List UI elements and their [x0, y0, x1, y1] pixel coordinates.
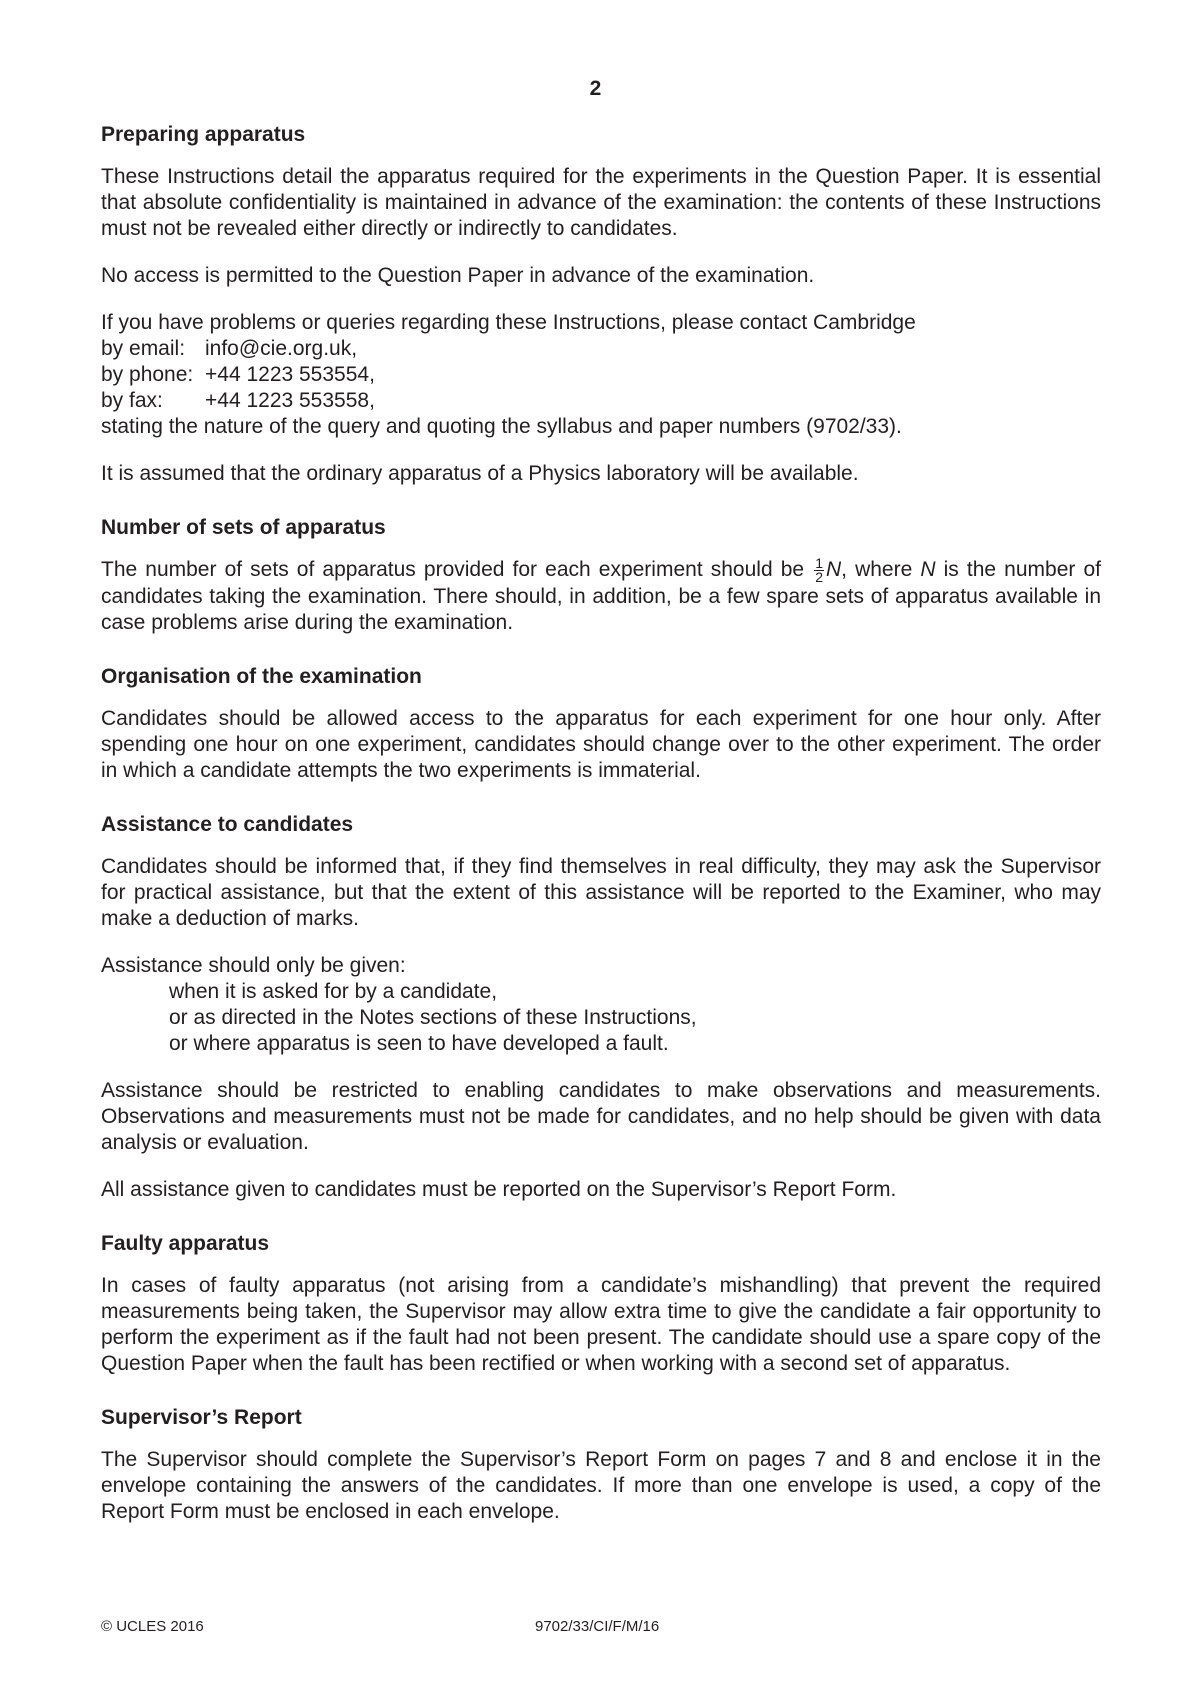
text-segment: is the number of candidates taking the examination. There should, in addition, be a few spare sets of apparatus available in case problems arise during the examination.: [101, 558, 1101, 634]
variable-n: N: [920, 558, 936, 582]
section-number-of-sets: [101, 515, 1101, 636]
paragraph: Assistance should be restricted to enabling candidates to make observations and measurements. Observations and measurements must not be made for candidates, and no help should be given with data analysis or evaluation.: [101, 1079, 1101, 1154]
contact-fax-line: [101, 388, 1101, 414]
section-assistance: [101, 812, 1101, 1203]
section-heading: Number of sets of apparatus: [101, 516, 386, 539]
document-code: 9702/33/CI/F/M/16: [535, 1618, 660, 1635]
section-organisation: [101, 664, 1101, 784]
phone-value: +44 1223 553554,: [205, 363, 375, 386]
paragraph: All assistance given to candidates must be reported on the Supervisor’s Report Form.: [101, 1178, 897, 1201]
fraction-one-half: [814, 557, 824, 584]
section-heading: Preparing apparatus: [101, 123, 306, 146]
paragraph: In cases of faulty apparatus (not arising from a candidate’s mishandling) that prevent the required measurements being taken, the Supervisor may allow extra time to give the candidate a fair opportunity to perform the experiment as if the fault had not been present. The candidate should use a spare copy of the Question Paper when the fault has been rectified or when working with a second set of apparatus.: [101, 1274, 1101, 1375]
variable-n: N: [825, 558, 842, 582]
paragraph: [101, 557, 1101, 636]
assistance-conditions-list: [101, 979, 1101, 1057]
section-supervisors-report: [101, 1405, 1101, 1525]
contact-intro: If you have problems or queries regarding these Instructions, please contact Cambridge: [101, 311, 916, 334]
paragraph: It is assumed that the ordinary apparatus of a Physics laboratory will be available.: [101, 462, 859, 485]
text-segment: , where: [841, 558, 921, 582]
paragraph: No access is permitted to the Question Paper in advance of the examination.: [101, 264, 815, 287]
paragraph: Candidates should be allowed access to the apparatus for each experiment for one hour only. After spending one hour on one experiment, candidates should change over to the other experiment. The order in which a candidate attempts the two experiments is immaterial.: [101, 707, 1101, 782]
paragraph: These Instructions detail the apparatus required for the experiments in the Question Paper. It is essential that absolute confidentiality is maintained in advance of the examination: the contents of these Instructions must not be revealed either directly or indirectly to candidates.: [101, 165, 1101, 240]
section-heading: Assistance to candidates: [101, 813, 354, 836]
contact-block: [101, 310, 1101, 440]
email-value: info@cie.org.uk,: [205, 337, 358, 360]
phone-label: by phone:: [101, 363, 194, 386]
fraction-denominator: 2: [815, 569, 823, 585]
copyright-notice: © UCLES 2016: [101, 1618, 204, 1635]
page-number: 2: [589, 77, 602, 100]
section-heading: Faulty apparatus: [101, 1232, 270, 1255]
list-item: when it is asked for by a candidate,: [169, 980, 498, 1003]
fax-value: +44 1223 553558,: [205, 389, 375, 412]
section-faulty-apparatus: [101, 1231, 1101, 1377]
contact-phone-line: [101, 362, 1101, 388]
section-heading: Organisation of the examination: [101, 665, 422, 688]
list-intro: Assistance should only be given:: [101, 954, 406, 977]
email-label: by email:: [101, 337, 186, 360]
section-preparing-apparatus: [101, 122, 1101, 487]
paragraph: The Supervisor should complete the Supervisor’s Report Form on pages 7 and 8 and enclose it in the envelope containing the answers of the candidates. If more than one envelope is used, a copy of the Report Form must be enclosed in each envelope.: [101, 1448, 1101, 1523]
text-segment: The number of sets of apparatus provided for each experiment should be: [101, 558, 813, 582]
fraction-numerator: 1: [815, 555, 823, 571]
contact-outro: stating the nature of the query and quoting the syllabus and paper numbers (9702/33).: [101, 415, 902, 438]
fax-label: by fax:: [101, 389, 163, 412]
list-item: or as directed in the Notes sections of these Instructions,: [169, 1006, 697, 1029]
contact-email-line: [101, 336, 1101, 362]
document-body: [101, 122, 1101, 1546]
paragraph: Candidates should be informed that, if they find themselves in real difficulty, they may ask the Supervisor for practical assistance, but that the extent of this assistance will be reported to the Examiner, who may make a deduction of marks.: [101, 855, 1101, 930]
list-item: or where apparatus is seen to have developed a fault.: [169, 1032, 669, 1055]
section-heading: Supervisor’s Report: [101, 1406, 302, 1429]
